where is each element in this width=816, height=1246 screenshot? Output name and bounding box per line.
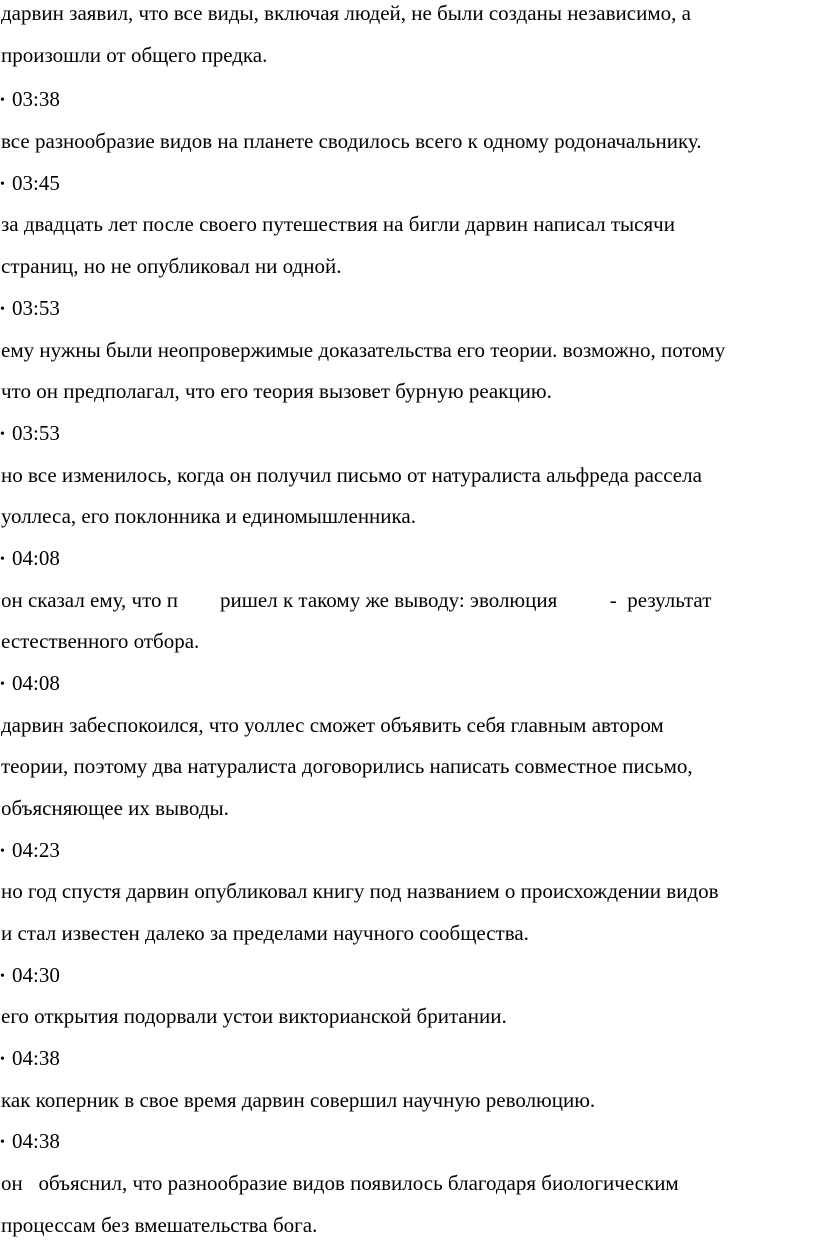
text-line: он сказал ему, что п ришел к такому же выводу: эволюция - результат [1,588,712,612]
text-line: процессам без вмешательства бога. [1,1213,318,1237]
text-line: как коперник в свое время дарвин совершил научную революцию. [1,1088,596,1112]
bullet-icon: • [0,302,5,317]
text-line: его открытия подорвали устои викторианской британии. [1,1004,507,1028]
timestamp: 04:38 [12,1129,60,1153]
text-line: все разнообразие видов на планете сводилось всего к одному родоначальнику. [1,129,702,153]
timestamp: 03:45 [12,171,60,195]
timestamp-item [0,837,60,865]
timestamp: 04:08 [12,671,60,695]
timestamp-item [0,1045,60,1073]
bullet-icon: • [0,969,5,984]
timestamp-item [0,962,60,990]
text-line: он объяснил, что разнообразие видов появилось благодаря биологическим [1,1171,679,1195]
bullet-icon: • [0,552,5,567]
text-line: дарвин забеспокоился, что уоллес сможет объявить себя главным автором [1,713,664,737]
timestamp-item [0,670,60,698]
bullet-icon: • [0,677,5,692]
bullet-icon: • [0,177,5,192]
timestamp-item [0,170,60,198]
timestamp-item [0,86,60,114]
bullet-icon: • [0,844,5,859]
text-line: и стал известен далеко за пределами научного сообщества. [1,921,529,945]
timestamp-item [0,420,60,448]
timestamp-item [0,1128,60,1156]
timestamp-item [0,545,60,573]
bullet-icon: • [0,427,5,442]
text-line: произошли от общего предка. [1,43,268,67]
timestamp: 04:08 [12,546,60,570]
timestamp: 04:38 [12,1046,60,1070]
timestamp-item [0,295,60,323]
text-line: естественного отбора. [1,629,200,653]
text-line: что он предполагал, что его теория вызовет бурную реакцию. [1,379,552,403]
bullet-icon: • [0,1052,5,1067]
timestamp: 03:53 [12,296,60,320]
timestamp: 04:23 [12,838,60,862]
bullet-icon: • [0,93,5,108]
text-line: объясняющее их выводы. [1,796,229,820]
timestamp: 03:38 [12,87,60,111]
timestamp: 04:30 [12,963,60,987]
timestamp: 03:53 [12,421,60,445]
text-line: дарвин заявил, что все виды, включая людей, не были созданы независимо, а [1,1,691,25]
text-line: ему нужны были неопровержимые доказательства его теории. возможно, потому [1,338,726,362]
text-line: за двадцать лет после своего путешествия на бигли дарвин написал тысячи [1,212,675,236]
text-line: но все изменилось, когда он получил письмо от натуралиста альфреда рассела [1,463,702,487]
text-line: но год спустя дарвин опубликовал книгу под названием о происхождении видов [1,879,719,903]
text-line: теории, поэтому два натуралиста договорились написать совместное письмо, [1,754,693,778]
text-line: страниц, но не опубликовал ни одной. [1,254,342,278]
bullet-icon: • [0,1135,5,1150]
text-line: уоллеса, его поклонника и единомышленника. [1,504,416,528]
